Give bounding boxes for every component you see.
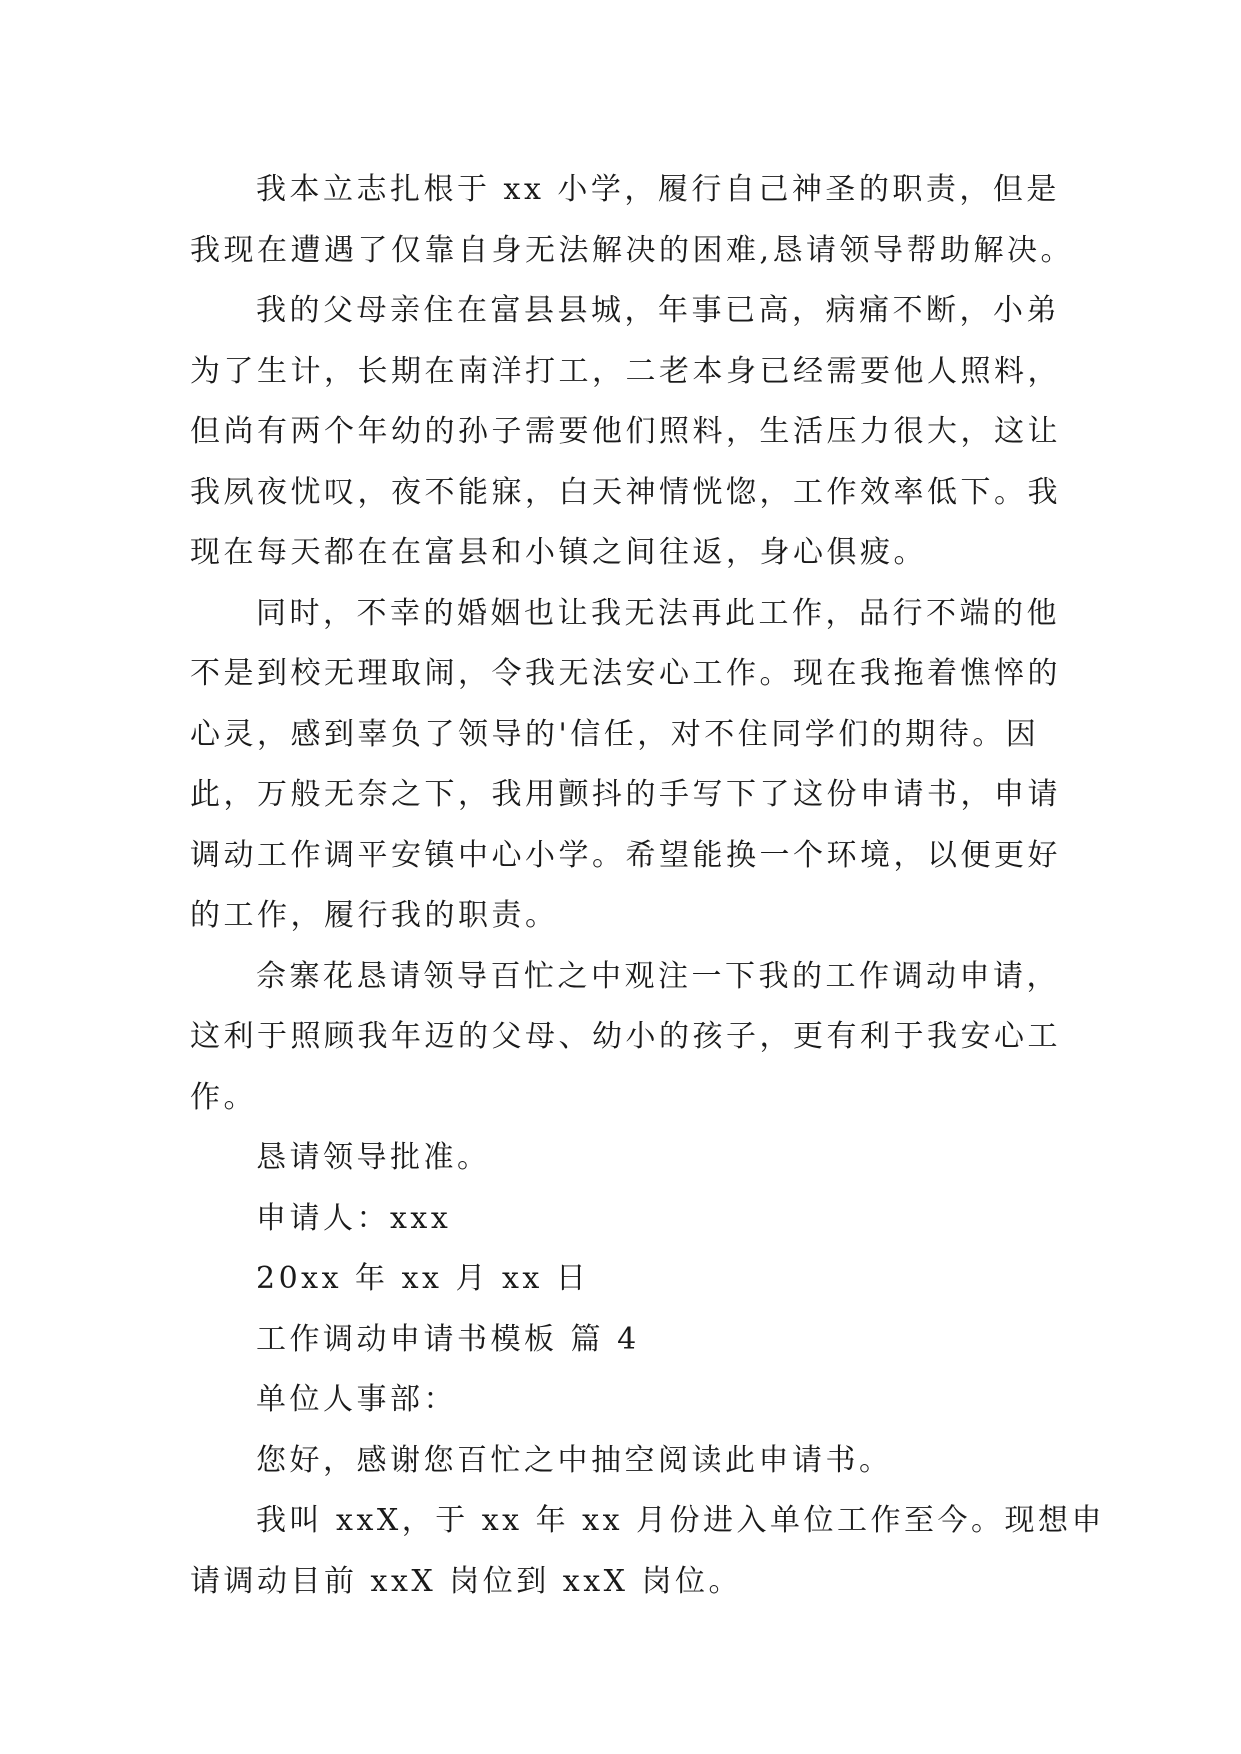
text-line: 请调动目前 xxX 岗位到 xxX 岗位。 bbox=[190, 1563, 743, 1599]
text-line: 为了生计，长期在南洋打工，二老本身已经需要他人照料， bbox=[190, 353, 1061, 389]
salutation-line: 单位人事部： bbox=[256, 1382, 457, 1417]
text-line: 的工作，履行我的职责。 bbox=[190, 898, 559, 933]
section-heading: 工作调动申请书模板 篇 4 bbox=[256, 1321, 640, 1357]
text-line: 现在每天都在在富县和小镇之间往返，身心俱疲。 bbox=[190, 535, 927, 570]
text-line: 不是到校无理取闹，令我无法安心工作。现在我拖着憔悴的 bbox=[190, 656, 1061, 691]
applicant-line: 申请人：xxx bbox=[256, 1200, 452, 1236]
text-line: 佘寨花恳请领导百忙之中观注一下我的工作调动申请， bbox=[256, 958, 1060, 994]
text-line: 心灵，感到辜负了领导的'信任，对不住同学们的期待。因 bbox=[190, 716, 1040, 752]
document-body bbox=[190, 160, 1106, 1612]
text-line: 作。 bbox=[190, 1079, 257, 1115]
text-line: 我本立志扎根于 xx 小学，履行自己神圣的职责，但是 bbox=[256, 172, 1060, 207]
text-line: 我夙夜忧叹，夜不能寐，白天神情恍惚，工作效率低下。我 bbox=[190, 474, 1061, 510]
text-line: 调动工作调平安镇中心小学。希望能换一个环境，以便更好 bbox=[190, 837, 1061, 873]
text-line: 但尚有两个年幼的孙子需要他们照料，生活压力很大，这让 bbox=[190, 414, 1061, 449]
text-line: 同时，不幸的婚姻也让我无法再此工作，品行不端的他 bbox=[256, 595, 1060, 631]
text-line: 我叫 xxX，于 xx 年 xx 月份进入单位工作至今。现想申 bbox=[256, 1503, 1106, 1538]
date-line: 20xx 年 xx 月 xx 日 bbox=[256, 1261, 590, 1296]
text-line: 您好，感谢您百忙之中抽空阅读此申请书。 bbox=[256, 1442, 893, 1478]
text-line: 这利于照顾我年迈的父母、幼小的孩子，更有利于我安心工 bbox=[190, 1019, 1061, 1054]
text-line: 我的父母亲住在富县县城，年事已高，病痛不断，小弟 bbox=[256, 293, 1060, 328]
text-line: 此，万般无奈之下，我用颤抖的手写下了这份申请书，申请 bbox=[190, 777, 1061, 812]
text-line: 我现在遭遇了仅靠自身无法解决的困难,恳请领导帮助解决。 bbox=[190, 232, 1075, 268]
text-line: 恳请领导批准。 bbox=[256, 1140, 491, 1175]
